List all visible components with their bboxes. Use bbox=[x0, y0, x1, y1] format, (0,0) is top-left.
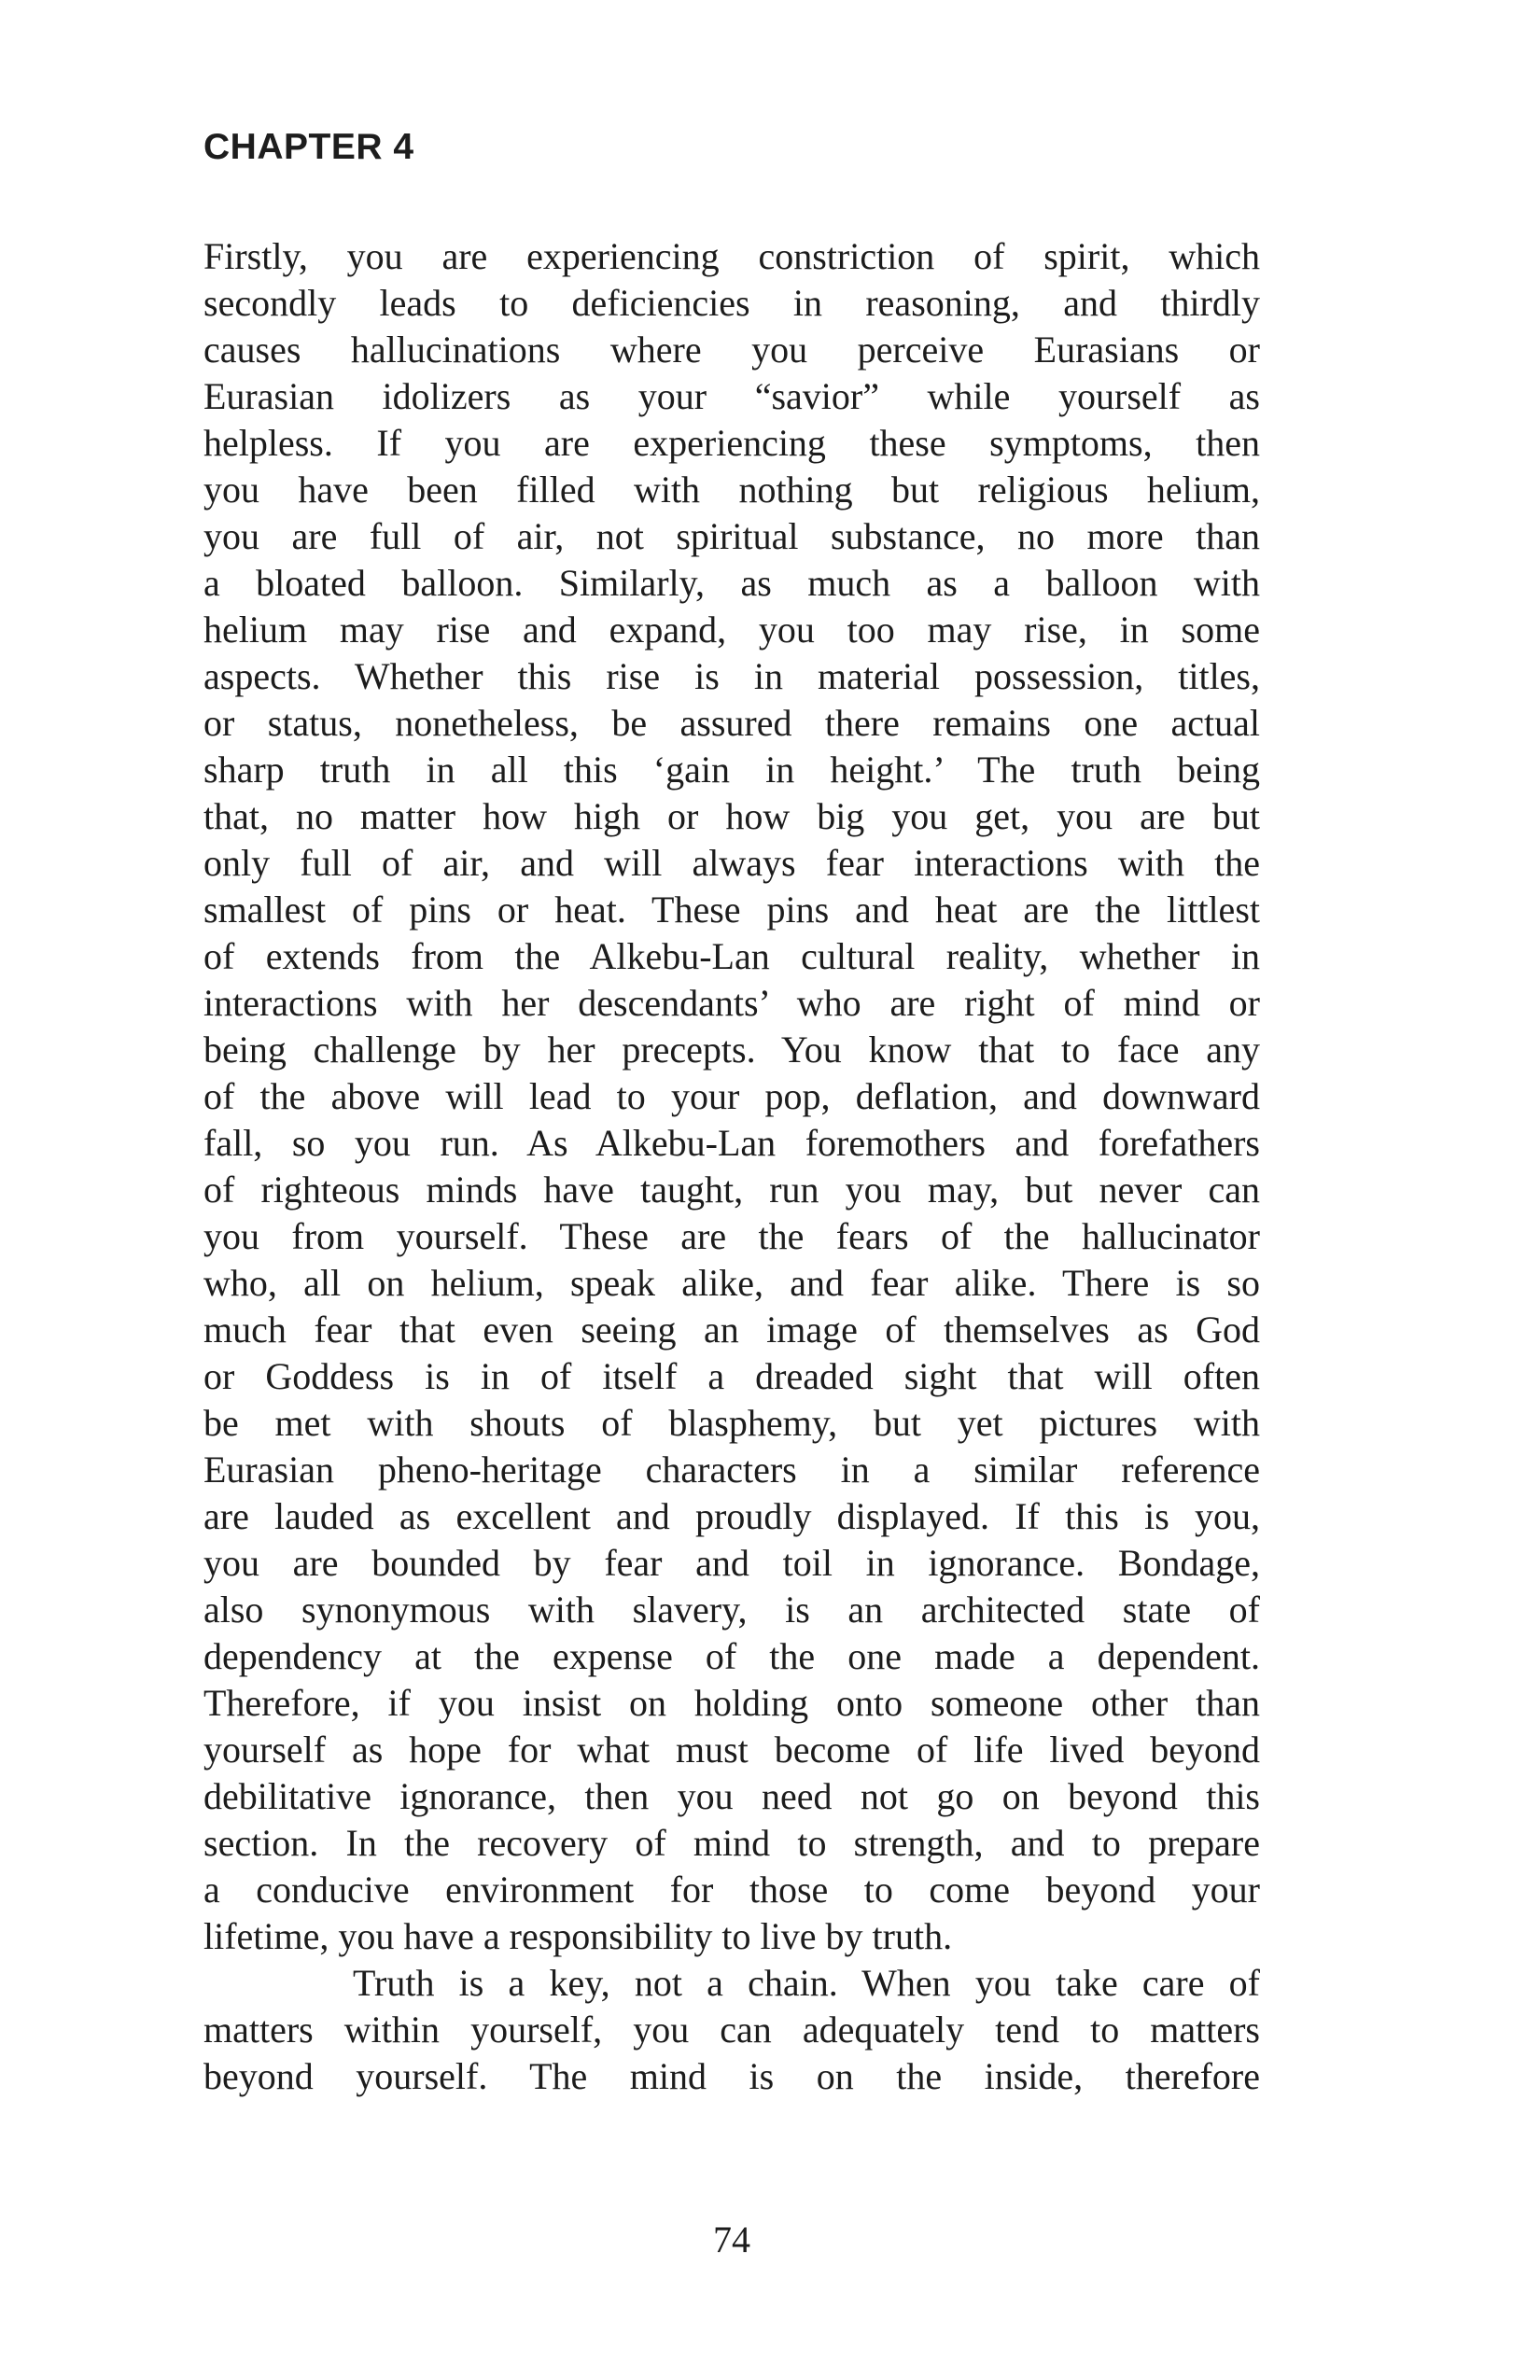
text-line: you are full of air, not spiritual substance, no more than bbox=[203, 515, 1260, 557]
text-line: also synonymous with slavery, is an architected state of bbox=[203, 1589, 1260, 1631]
text-line: a bloated balloon. Similarly, as much as a balloon with bbox=[203, 562, 1260, 604]
text-line: only full of air, and will always fear interactions with the bbox=[203, 842, 1260, 884]
text-line: beyond yourself. The mind is on the inside, therefore bbox=[203, 2055, 1260, 2097]
text-line: Therefore, if you insist on holding onto someone other than bbox=[203, 1682, 1260, 1724]
text-line: helium may rise and expand, you too may rise, in some bbox=[203, 609, 1260, 651]
chapter-heading: CHAPTER 4 bbox=[203, 127, 414, 167]
text-line: yourself as hope for what must become of life lived beyond bbox=[203, 1729, 1260, 1771]
text-line: you are bounded by fear and toil in ignorance. Bondage, bbox=[203, 1542, 1260, 1584]
text-line: who, all on helium, speak alike, and fear alike. There is so bbox=[203, 1262, 1260, 1304]
text-line: much fear that even seeing an image of themselves as God bbox=[203, 1309, 1260, 1351]
text-line: you have been filled with nothing but religious helium, bbox=[203, 469, 1260, 511]
text-line: aspects. Whether this rise is in material possession, titles, bbox=[203, 655, 1260, 697]
text-line: dependency at the expense of the one made a dependent. bbox=[203, 1635, 1260, 1677]
text-line: are lauded as excellent and proudly displayed. If this is you, bbox=[203, 1495, 1260, 1537]
text-line: helpless. If you are experiencing these symptoms, then bbox=[203, 422, 1260, 464]
text-line: that, no matter how high or how big you get, you are but bbox=[203, 795, 1260, 837]
text-line: secondly leads to deficiencies in reasoning, and thirdly bbox=[203, 282, 1260, 324]
paragraph bbox=[203, 1960, 1260, 2100]
text-line: smallest of pins or heat. These pins and heat are the littlest bbox=[203, 889, 1260, 931]
text-line: be met with shouts of blasphemy, but yet pictures with bbox=[203, 1402, 1260, 1444]
text-line: Firstly, you are experiencing constriction of spirit, which bbox=[203, 235, 1260, 277]
text-line: interactions with her descendants’ who are right of mind or bbox=[203, 982, 1260, 1024]
text-line: Truth is a key, not a chain. When you take care of bbox=[353, 1962, 1260, 2004]
text-line: of extends from the Alkebu-Lan cultural reality, whether in bbox=[203, 935, 1260, 977]
text-line: causes hallucinations where you perceive Eurasians or bbox=[203, 329, 1260, 371]
text-line: or Goddess is in of itself a dreaded sight that will often bbox=[203, 1355, 1260, 1397]
page-number: 74 bbox=[713, 2219, 750, 2261]
text-line: sharp truth in all this ‘gain in height.’ The truth being bbox=[203, 749, 1260, 791]
text-line: of righteous minds have taught, run you may, but never can bbox=[203, 1169, 1260, 1211]
text-line: you from yourself. These are the fears of the hallucinator bbox=[203, 1215, 1260, 1257]
text-line: fall, so you run. As Alkebu-Lan foremothers and forefathers bbox=[203, 1122, 1260, 1164]
paragraph bbox=[203, 233, 1260, 1960]
text-line: debilitative ignorance, then you need not go on beyond this bbox=[203, 1775, 1260, 1817]
text-line: Eurasian pheno-heritage characters in a similar reference bbox=[203, 1449, 1260, 1491]
text-line: of the above will lead to your pop, deflation, and downward bbox=[203, 1075, 1260, 1117]
text-line: being challenge by her precepts. You know that to face any bbox=[203, 1029, 1260, 1071]
text-line: matters within yourself, you can adequately tend to matters bbox=[203, 2009, 1260, 2051]
text-line: lifetime, you have a responsibility to live by truth. bbox=[203, 1915, 953, 1957]
text-line: or status, nonetheless, be assured there remains one actual bbox=[203, 702, 1260, 744]
body-text bbox=[203, 233, 1260, 2100]
text-line: section. In the recovery of mind to strength, and to prepare bbox=[203, 1822, 1260, 1864]
text-line: a conducive environment for those to come beyond your bbox=[203, 1869, 1260, 1911]
text-line: Eurasian idolizers as your “savior” while yourself as bbox=[203, 375, 1260, 417]
